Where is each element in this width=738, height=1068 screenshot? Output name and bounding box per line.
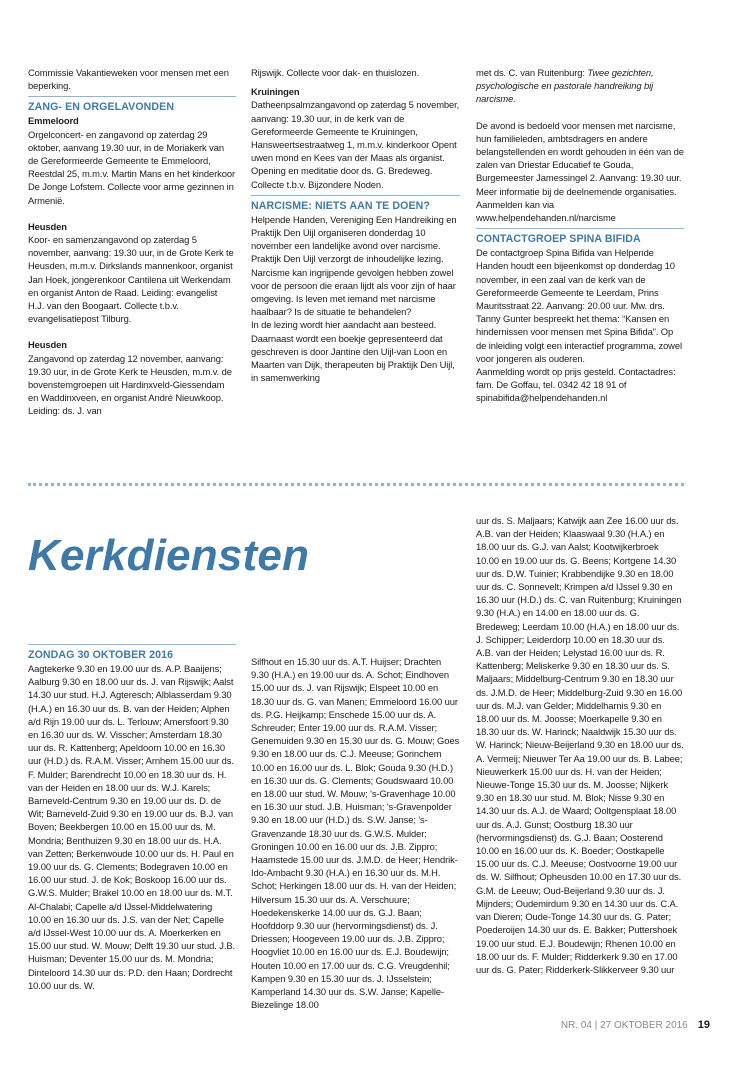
services-list-2: Silfhout en 15.30 uur ds. A.T. Huijser; Drachten 9.30 (H.A.) en 19.00 uur ds. A. Schot; Eindhoven 15.00 uur ds. J. van Rijswijk; Elspeet 10.00 en 18.30 uur ds. G. van Manen; Emmeloord 16.00 uur ds. P.G. Heijkamp; Enschede 15.00 uur ds. A. Schreuder; Enter 19.00 uur ds. R.A.M. Visser; Genemuiden 9.30 en 15.30 uur ds. G. Mouw; Goes 9.30 en 18.00 uur ds. C.J. Meeuse; Gorinchem 10.00 en 16.00 uur ds. L. Blok; Gouda 9.30 (H.D.) en 16.30 uur ds. G. Clements; Goudswaard 10.00 en 18.00 uur stud. W. Mouw; 's-Gravenhage 10.00 en 16.30 uur stud. J.B. Huisman; 's-Gravenpolder 9.30 en 18.00 uur (H.D.) ds. S.W. Janse; 's-Gravenzande 18.30 uur ds. G.W.S. Mulder; Groningen 10.00 en 16.00 uur ds. J.B. Zippro; Haamstede 15.00 uur ds. J.M.D. de Heer; Hendrik-Ido-Ambacht 9.30 (H.A.) en 16.30 uur ds. M.H. Schot; Herkingen 18.00 uur ds. H. van der Heiden; Hilversum 15.30 uur ds. A. Verschuure; Hoedekenskerke 14.00 uur ds. G.J. Baan; Hoofddorp 9.30 uur (hervormingsdienst) ds. J. Driessen; Hoogeveen 19.00 uur ds. J.B. Zippro; Hoogvliet 10.00 en 16.00 uur ds. E.J. Boudewijn; Houten 10.00 en 17.00 uur ds. C.G. Vreugdenhil; Kampen 9.30 en 15.30 uur ds. J. IJsselstein; Kamperland 14.30 uur ds. S.W. Janse; Kapelle-Biezelinge 18.00 bbox=[251, 656, 460, 1011]
emmeloord-text: Orgelconcert- en zangavond op zaterdag 29 oktober, aanvang 19.30 uur, in de Moriakerk van de Gereformeerde Gemeente te Emmeloord, Reestdal 25, m.m.v. Martin Mans en het kinderkoor De Jonge Lofstem. Collecte voor arme gezinnen in Armenië. bbox=[28, 128, 235, 206]
place-kruiningen: Kruiningen bbox=[251, 86, 300, 98]
narcisme-para-2: Narcisme kan ingrijpende gevolgen hebben zowel voor de persoon die eraan lijdt als voor zijn of haar omgeving. Is leven met iemand met narcisme haalbaar? Is de situatie te behandelen? bbox=[251, 266, 456, 318]
services-list-3: uur ds. S. Maljaars; Katwijk aan Zee 16.00 uur ds. A.B. van der Heiden; Klaaswaal 9.30 (H.A.) en 18.00 uur ds. G.J. van Aalst; Kootwijkerbroek 10.00 en 19.00 uur ds. G. Beens; Kortgene 14.30 uur ds. D.W. Tuinier; Krabbendijke 9.30 en 18.00 uur ds. C. Sonnevelt; Krimpen a/d IJssel 9.30 en 16.30 uur (H.D.) ds. C. van Ruitenburg; Kruiningen 9.30 (H.A.) en 14.00 en 18.00 uur ds. G. Bredeweg; Leerdam 10.00 (H.A.) en 18.00 uur ds. J. Schipper; Leiderdorp 10.00 en 18.30 uur ds. A.B. van der Heiden; Lelystad 16.00 uur ds. R. Kattenberg; Meliskerke 9.30 en 18.30 uur ds. S. Maljaars; Middelburg-Centrum 9.30 en 18.30 uur ds. J.M.D. de Heer; Middelburg-Zuid 9.30 en 16.00 uur ds. M.J. van Gelder; Middelharnis 9.30 en 18.00 uur ds. M. Joosse; Moerkapelle 9.30 en 18.30 uur ds. W. Harinck; Naaldwijk 15.30 uur ds. W. Harinck; Nieuw-Beijerland 9.30 en 18.00 uur ds. A. Vermeij; Nieuwer Ter Aa 19.00 uur ds. B. Labee; Nieuwerkerk 15.00 uur ds. H. van der Heiden; Nieuwe-Tonge 15.30 uur ds. M. Joosse; Nijkerk 9.30 en 18.30 uur stud. M. Blok; Nisse 9.30 en 14.30 uur ds. A.J. de Waard; Ooltgensplaat 18.00 uur ds. A.J. Gunst; Oostburg 18.30 uur (hervormingsdienst) ds. G.J. Baan; Oosterend 10.00 en 16.00 uur ds. K. Boeder; Oostkapelle 15.00 uur ds. C.J. Meeuse; Oostvoorne 19.00 uur ds. W. Silfhout; Opheusden 10.00 en 17.30 uur ds. G.M. de Leeuw; Oud-Beijerland 9.30 uur ds. J. Mijnders; Oudemirdum 9.30 en 14.30 uur ds. C.A. van Dieren; Oude-Tonge 14.30 uur ds. G. Pater; Poederoijen 14.30 uur ds. E. Bakker; Puttershoek 19.00 uur stud. E.J. Boudewijn; Rhenen 10.00 en 18.00 uur ds. F. Mulder; Ridderkerk 9.30 en 17.00 uur ds. G. Pater; Ridderkerk-Slikkerveer 9.30 uur bbox=[476, 515, 684, 975]
heading-rule bbox=[28, 96, 236, 97]
page-footer bbox=[561, 1019, 710, 1031]
narcisme-para-1: Helpende Handen, Vereniging Een Handreiking en Praktijk Den Uijl organiseren donderdag 10 november een landelijke avond over narcisme. Praktijk Den Uijl verzorgt de inhoudelijke lezing. bbox=[251, 213, 457, 265]
place-emmeloord: Emmeloord bbox=[28, 115, 79, 127]
heusden-1-text: Koor- en samenzangavond op zaterdag 5 november, aanvang: 19.30 uur, in de Grote Kerk te Heusden, m.m.v. Dirkslands mannenkoor, organist Jan Hoek, jongerenkoor Cantilena uit Werkendam en organist Anton de Raad. Leiding: evangelist H.J. van den Boogaart. Collecte t.b.v. evangelisatiepost Tilburg. bbox=[28, 234, 234, 325]
services-list-1: Aagtekerke 9.30 en 19.00 uur ds. A.P. Baaijens; Aalburg 9.30 en 18.00 uur ds. J. van Rijswijk; Aalst 14.30 uur stud. H.J. Agteresch; Alblasserdam 9.30 (H.A.) en 16.30 uur ds. B. van der Heiden; Alphen a/d Rijn 19.00 uur ds. L. Terlouw; Amersfoort 9.30 en 16.30 uur ds. W. Visscher; Amsterdam 18.30 uur ds. R. Kattenberg; Apeldoorn 10.00 en 16.30 uur (H.D.) ds. R.A.M. Visser; Arnhem 15.00 uur ds. F. Mulder; Barendrecht 10.00 en 18.30 uur ds. H. van der Heiden en 18.00 uur ds. W.J. Karels; Barneveld-Centrum 9.30 en 19.00 uur ds. D. de Wit; Barneveld-Zuid 9.30 en 19.00 uur ds. B.J. van Boven; Beekbergen 10.00 en 15.00 uur ds. M. Mondria; Benthuizen 9.30 en 18.00 uur ds. H.A. van Zetten; Berkenwoude 10.00 uur ds. H. Paul en 19.00 uur ds. G. Clements; Bodegraven 10.00 en 16.00 uur stud. J. de Kok; Boskoop 16.00 uur ds. G.W.S. Mulder; Brakel 10.00 en 18.00 uur ds. M.T. Al-Chalabi; Capelle a/d IJssel-Middelwatering 10.00 en 16.30 uur ds. J.S. van der Net; Capelle a/d IJssel-West 10.00 uur ds. A. Moerkerken en 15.00 uur stud. W. Mouw; Delft 19.30 uur stud. J.B. Huisman; Deventer 15.00 uur ds. M. Mondria; Dinteloord 14.30 uur ds. P.D. den Haan; Dordrecht 10.00 uur ds. W. bbox=[28, 663, 235, 991]
top-column-2 bbox=[251, 66, 460, 384]
heading-rule bbox=[476, 228, 684, 229]
section-divider bbox=[28, 483, 684, 486]
narcisme-para-3: In de lezing wordt hier aandacht aan besteed. Daarnaast wordt een boekje gepresenteerd dat geschreven is door Jantine den Uijl-van Loon en Maarten van Dijk, therapeuten bij Praktijk Den Uijl, in samenwerking bbox=[251, 319, 455, 384]
bottom-column-1 bbox=[28, 640, 236, 992]
place-heusden-1: Heusden bbox=[28, 220, 67, 232]
top-column-3 bbox=[476, 66, 684, 405]
spina-bifida-para-2: Aanmelding wordt op prijs gesteld. Contactadres: fam. De Goffau, tel. 0342 42 18 91 of spinabifida@helpendehanden.nl bbox=[476, 366, 676, 404]
kruiningen-text: Datheenpsalmzangavond op zaterdag 5 november, aanvang: 19.30 uur, in de kerk van de Gereformeerde Gemeente te Kruiningen, Hansweertsestraatweg 1, m.m.v. kinderkoor Opent uwen mond en Kees van der Maas als organist. Opening en meditatie door ds. G. Bredeweg. Collecte t.b.v. Bijzondere Noden. bbox=[251, 99, 460, 190]
place-heusden-2: Heusden bbox=[28, 339, 67, 351]
narcisme-heading: NARCISME: NIETS AAN TE DOEN? bbox=[251, 199, 430, 212]
page-number: 19 bbox=[697, 1019, 710, 1031]
heusden-2-text: Zangavond op zaterdag 12 november, aanvang: 19.30 uur, in de Grote Kerk te Heusden, m.m.v. de bovenstemgroepen uit Hardinxveld-Giessendam en Waddinxveen, en organist André Nieuwkoop. Leiding: ds. J. van bbox=[28, 352, 232, 417]
bottom-column-3 bbox=[476, 514, 684, 976]
heading-rule bbox=[251, 195, 460, 196]
top-column-1 bbox=[28, 66, 236, 418]
vakantieweken-text: Commissie Vakantieweken voor mensen met een beperking. bbox=[28, 67, 229, 92]
narcisme-avond-text: De avond is bedoeld voor mensen met narcisme, hun familieleden, ambtsdragers en andere belangstellenden en wordt gehouden in één van de zalen van Driestar Educatief te Gouda, Burgemeester Jamessingel 2. Aanvang: 19.30 uur. Meer informatie bij de deelnemende organisaties. Aanmelden kan via www.helpendehanden.nl/narcisme bbox=[476, 119, 684, 224]
book-reference-plain: met ds. C. van Ruitenburg: bbox=[476, 67, 588, 78]
kerkdiensten-title: Kerkdiensten bbox=[28, 531, 310, 580]
issue-label: NR. 04 | 27 OKTOBER 2016 bbox=[560, 1020, 688, 1031]
zondag-heading: ZONDAG 30 OKTOBER 2016 bbox=[28, 649, 174, 661]
heading-rule bbox=[28, 644, 236, 645]
book-reference bbox=[476, 66, 684, 106]
book-title: Twee gezichten, psychologische en pastorale handreiking bij narcisme. bbox=[476, 67, 654, 105]
spina-bifida-para-1: De contactgroep Spina Bifida van Helpende Handen houdt een bijeenkomst op donderdag 10 november, in een zaal van de kerk van de Gereformeerde Gemeente te Leerdam, Prins Mauritsstraat 22. Aanvang: 20.00 uur. Mw. drs. Tanny Gunter bespreekt het thema: “Kansen en hindernissen voor mensen met Spina Bifida”. Op de inleiding volgt een interactief programma, zowel voor jongeren als ouderen. bbox=[476, 247, 682, 364]
bottom-column-2 bbox=[251, 655, 460, 1011]
spina-bifida-heading: CONTACTGROEP SPINA BIFIDA bbox=[476, 233, 641, 246]
rijswijk-text: Rijswijk. Collecte voor dak- en thuislozen. bbox=[251, 67, 420, 78]
zang-orgelavonden-heading: ZANG- EN ORGELAVONDEN bbox=[28, 101, 175, 114]
